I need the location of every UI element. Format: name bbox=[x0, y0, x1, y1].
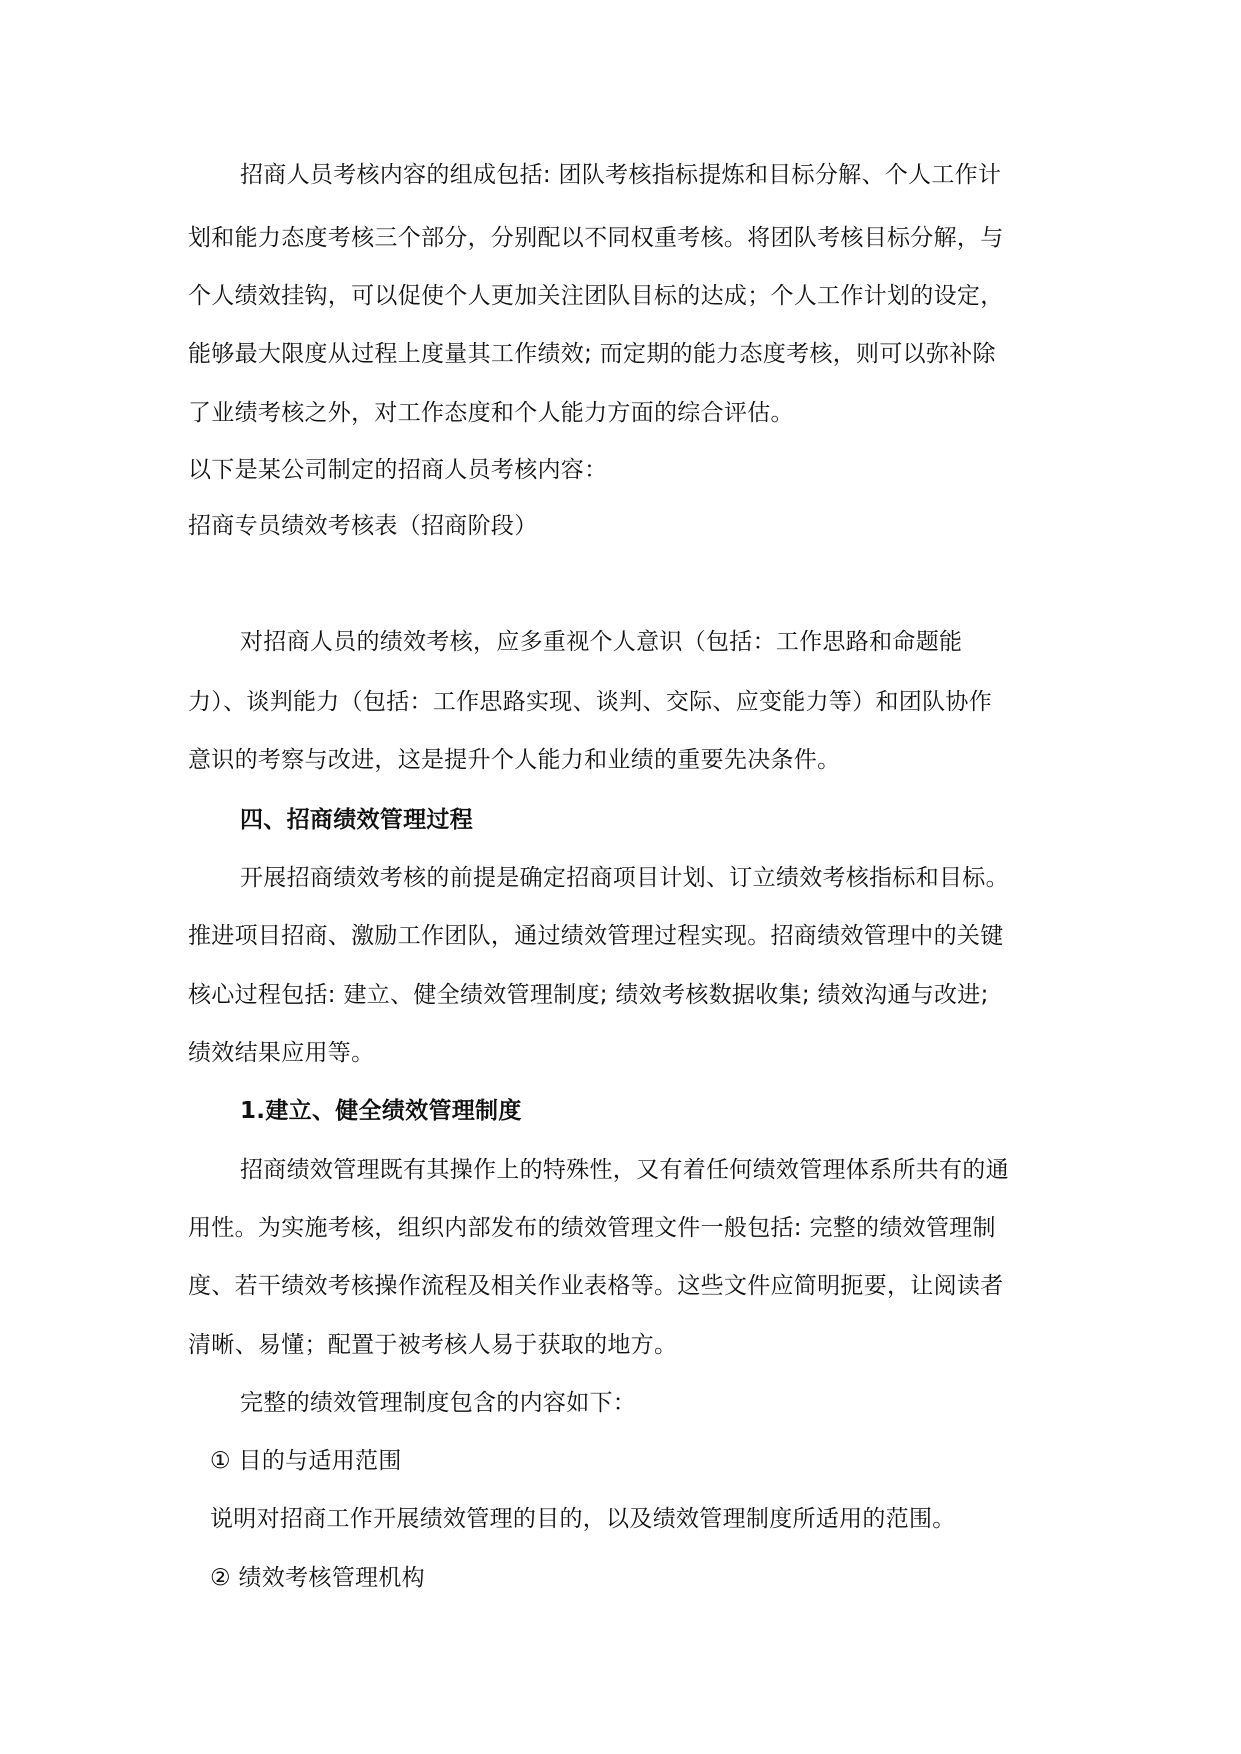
paragraph-line: 推进项目招商、激励工作团队，通过绩效管理过程实现。招商绩效管理中的关键 bbox=[188, 923, 1004, 949]
subsection-heading: 1.建立、健全绩效管理制度 bbox=[240, 1098, 522, 1124]
list-item-heading: ② 绩效考核管理机构 bbox=[210, 1565, 425, 1591]
list-item-heading: ① 目的与适用范围 bbox=[210, 1448, 402, 1474]
section-heading: 四、招商绩效管理过程 bbox=[240, 807, 473, 833]
table-caption: 招商专员绩效考核表（招商阶段） bbox=[188, 513, 538, 539]
paragraph-line: 对招商人员的绩效考核，应多重视个人意识（包括：工作思路和命题能 bbox=[240, 629, 963, 655]
paragraph-line: 清晰、易懂；配置于被考核人易于获取的地方。 bbox=[188, 1332, 678, 1358]
paragraph-line: 说明对招商工作开展绩效管理的目的，以及绩效管理制度所适用的范围。 bbox=[210, 1506, 956, 1532]
paragraph-line: 开展招商绩效考核的前提是确定招商项目计划、订立绩效考核指标和目标。 bbox=[240, 865, 1009, 891]
paragraph-line: 用性。为实施考核，组织内部发布的绩效管理文件一般包括: 完整的绩效管理制 bbox=[188, 1215, 996, 1241]
paragraph-line: 了业绩考核之外，对工作态度和个人能力方面的综合评估。 bbox=[188, 400, 794, 426]
paragraph-line: 意识的考察与改进，这是提升个人能力和业绩的重要先决条件。 bbox=[188, 747, 841, 773]
paragraph-line: 招商绩效管理既有其操作上的特殊性，又有着任何绩效管理体系所共有的通 bbox=[240, 1157, 1009, 1183]
paragraph-line: 力）、谈判能力（包括：工作思路实现、谈判、交际、应变能力等）和团队协作 bbox=[188, 689, 992, 715]
paragraph-line: 个人绩效挂钩，可以促使个人更加关注团队目标的达成；个人工作计划的设定， bbox=[188, 283, 1004, 309]
paragraph-line: 完整的绩效管理制度包含的内容如下： bbox=[240, 1390, 637, 1416]
paragraph-line: 度、若干绩效考核操作流程及相关作业表格等。这些文件应简明扼要，让阅读者 bbox=[188, 1273, 1004, 1299]
paragraph-line: 能够最大限度从过程上度量其工作绩效; 而定期的能力态度考核，则可以弥补除 bbox=[188, 341, 996, 367]
paragraph-line: 以下是某公司制定的招商人员考核内容： bbox=[188, 457, 608, 483]
paragraph-line: 划和能力态度考核三个部分，分别配以不同权重考核。将团队考核目标分解，与 bbox=[188, 225, 1004, 251]
paragraph-line: 核心过程包括: 建立、健全绩效管理制度; 绩效考核数据收集; 绩效沟通与改进; bbox=[188, 982, 989, 1008]
paragraph-line: 绩效结果应用等。 bbox=[188, 1040, 375, 1066]
paragraph-line: 招商人员考核内容的组成包括: 团队考核指标提炼和目标分解、个人工作计 bbox=[240, 162, 1002, 188]
